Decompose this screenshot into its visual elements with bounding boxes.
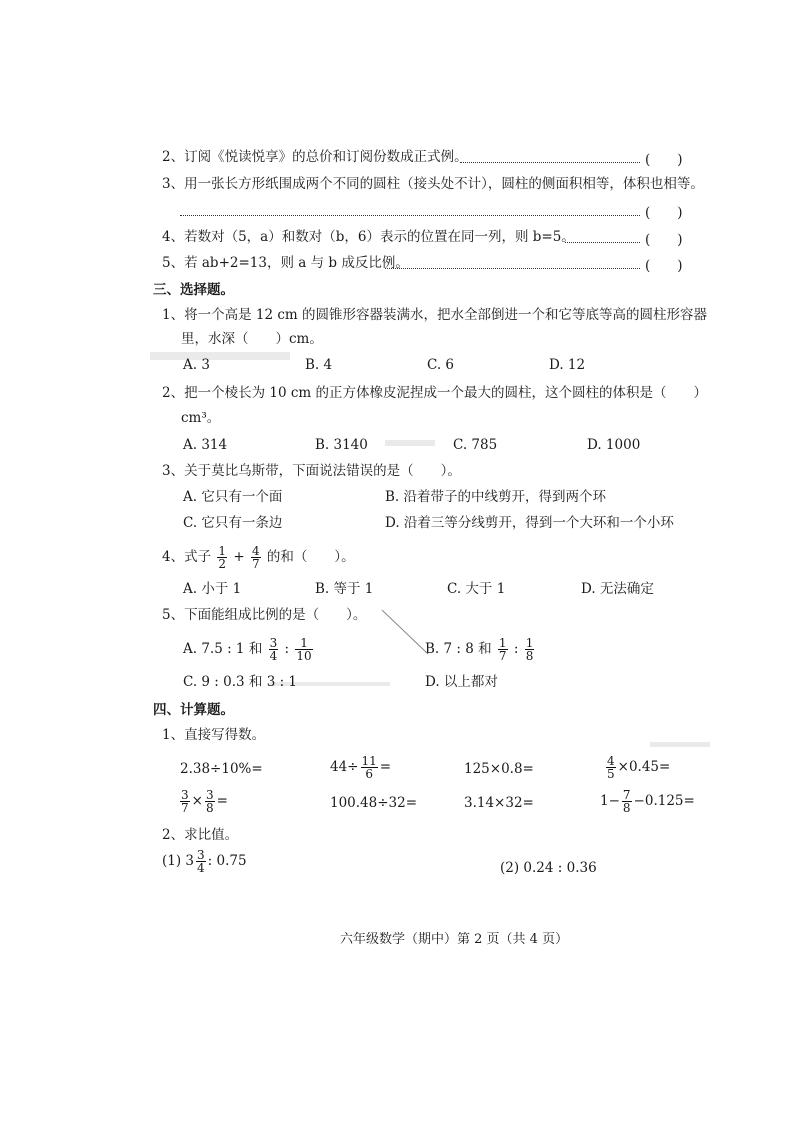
fraction: $\frac{11}{6}$	[361, 754, 377, 781]
fraction: $\frac{3}{7}$	[181, 788, 189, 815]
ratio-problem-2: (2) 0.24 : 0.36	[500, 860, 597, 876]
stray-pen-mark	[380, 608, 440, 658]
choice-q2-stem-cont: cm³。	[181, 410, 221, 426]
option-c[interactable]: C. 9 : 0.3 和 3 : 1	[183, 674, 298, 690]
calc-item: 44÷ $\frac{11}{6}$ =	[330, 754, 392, 781]
option-d[interactable]: D. 沿着三等分线剪开，得到一个大环和一个小环	[385, 515, 674, 531]
section-heading-choice: 三、选择题。	[153, 282, 234, 298]
choice-q1-stem-cont: 里，水深（ ）cm。	[181, 331, 323, 347]
scan-smudge	[150, 352, 290, 360]
calc-item: 125×0.8=	[464, 761, 534, 777]
calc-item: 3.14×32=	[464, 795, 534, 811]
option-c[interactable]: C. 它只有一条边	[183, 515, 283, 531]
option-d[interactable]: D. 无法确定	[581, 581, 654, 597]
dot-leader	[460, 162, 640, 163]
calc-item: 1− $\frac{7}{8}$ −0.125=	[600, 788, 695, 815]
dot-leader	[565, 242, 640, 243]
judge-q3: 3、用一张长方形纸围成两个不同的圆柱（接头处不计），圆柱的侧面积相等，体积也相等。	[162, 176, 704, 192]
fraction: $\frac{4}{7}$	[251, 544, 260, 571]
option-c[interactable]: C. 785	[453, 437, 498, 453]
calc-item: 2.38÷10%=	[180, 761, 263, 777]
choice-q3-stem: 3、关于莫比乌斯带，下面说法错误的是（ ）。	[162, 463, 461, 479]
calc-sub1: 1、直接写得数。	[162, 727, 266, 743]
fraction: $\frac{1}{8}$	[525, 636, 534, 663]
option-a[interactable]: A. 7.5 : 1 和 $\frac{3}{4}$ : $\frac{1}{10}$	[183, 636, 312, 663]
option-b[interactable]: B. 7 : 8 和 $\frac{1}{7}$ : $\frac{1}{8}$	[425, 636, 534, 663]
fraction: $\frac{3}{4}$	[197, 848, 205, 875]
choice-q5-stem: 5、下面能组成比例的是（ ）。	[162, 607, 367, 623]
judge-q4: 4、若数对（5，a）和数对（b，6）表示的位置在同一列，则 b=5。	[162, 229, 575, 245]
option-c[interactable]: C. 大于 1	[447, 581, 506, 597]
calc-item: $\frac{4}{5}$ ×0.45=	[607, 754, 671, 781]
scan-smudge	[385, 440, 435, 446]
option-c[interactable]: C. 6	[427, 357, 455, 373]
fraction: $\frac{1}{10}$	[296, 636, 312, 663]
judge-q5: 5、若 ab+2=13，则 a 与 b 成反比例。	[162, 255, 409, 271]
page-footer: 六年级数学（期中）第 2 页（共 4 页）	[340, 932, 569, 947]
option-a[interactable]: A. 小于 1	[183, 581, 242, 597]
dot-leader	[385, 268, 640, 269]
answer-blank[interactable]: ( )	[645, 258, 683, 274]
option-b[interactable]: B. 3140	[315, 437, 368, 453]
answer-blank[interactable]: ( )	[645, 152, 683, 168]
fraction: $\frac{3}{4}$	[269, 636, 278, 663]
option-d[interactable]: D. 1000	[587, 437, 641, 453]
calc-sub2: 2、求比值。	[162, 827, 239, 843]
option-d[interactable]: D. 以上都对	[425, 674, 498, 690]
fraction: $\frac{1}{7}$	[498, 636, 507, 663]
option-b[interactable]: B. 等于 1	[315, 581, 374, 597]
option-b[interactable]: B. 4	[305, 357, 333, 373]
fraction: $\frac{7}{8}$	[622, 788, 631, 815]
judge-q2: 2、订阅《悦读悦享》的总价和订阅份数成正式例。	[162, 149, 468, 165]
option-b[interactable]: B. 沿着带子的中线剪开，得到两个环	[385, 489, 607, 505]
option-a[interactable]: A. 314	[183, 437, 228, 453]
option-d[interactable]: D. 12	[549, 357, 586, 373]
calc-item: $\frac{3}{7}$ × $\frac{3}{8}$ =	[181, 788, 228, 815]
dot-leader	[180, 215, 640, 216]
choice-q2-stem: 2、把一个棱长为 10 cm 的正方体橡皮泥捏成一个最大的圆柱，这个圆柱的体积是（ ）	[162, 385, 708, 401]
ratio-problem-1: (1) 3 $\frac{3}{4}$ : 0.75	[162, 848, 247, 875]
fraction: $\frac{3}{8}$	[205, 788, 214, 815]
option-a[interactable]: A. 3	[183, 357, 210, 373]
choice-q1-stem: 1、将一个高是 12 cm 的圆锥形容器装满水，把水全部倒进一个和它等底等高的圆柱形容器	[162, 307, 708, 323]
fraction: $\frac{1}{2}$	[218, 544, 227, 571]
answer-blank[interactable]: ( )	[645, 205, 683, 221]
option-a[interactable]: A. 它只有一个面	[183, 489, 283, 505]
section-heading-calc: 四、计算题。	[153, 702, 234, 718]
scan-smudge	[650, 742, 710, 747]
answer-blank[interactable]: ( )	[645, 232, 683, 248]
fraction: $\frac{4}{5}$	[607, 754, 615, 781]
calc-item: 100.48÷32=	[330, 795, 418, 811]
choice-q4-stem: 4、式子 $\frac{1}{2}$ + $\frac{4}{7}$ 的和（ ）。	[162, 544, 355, 571]
